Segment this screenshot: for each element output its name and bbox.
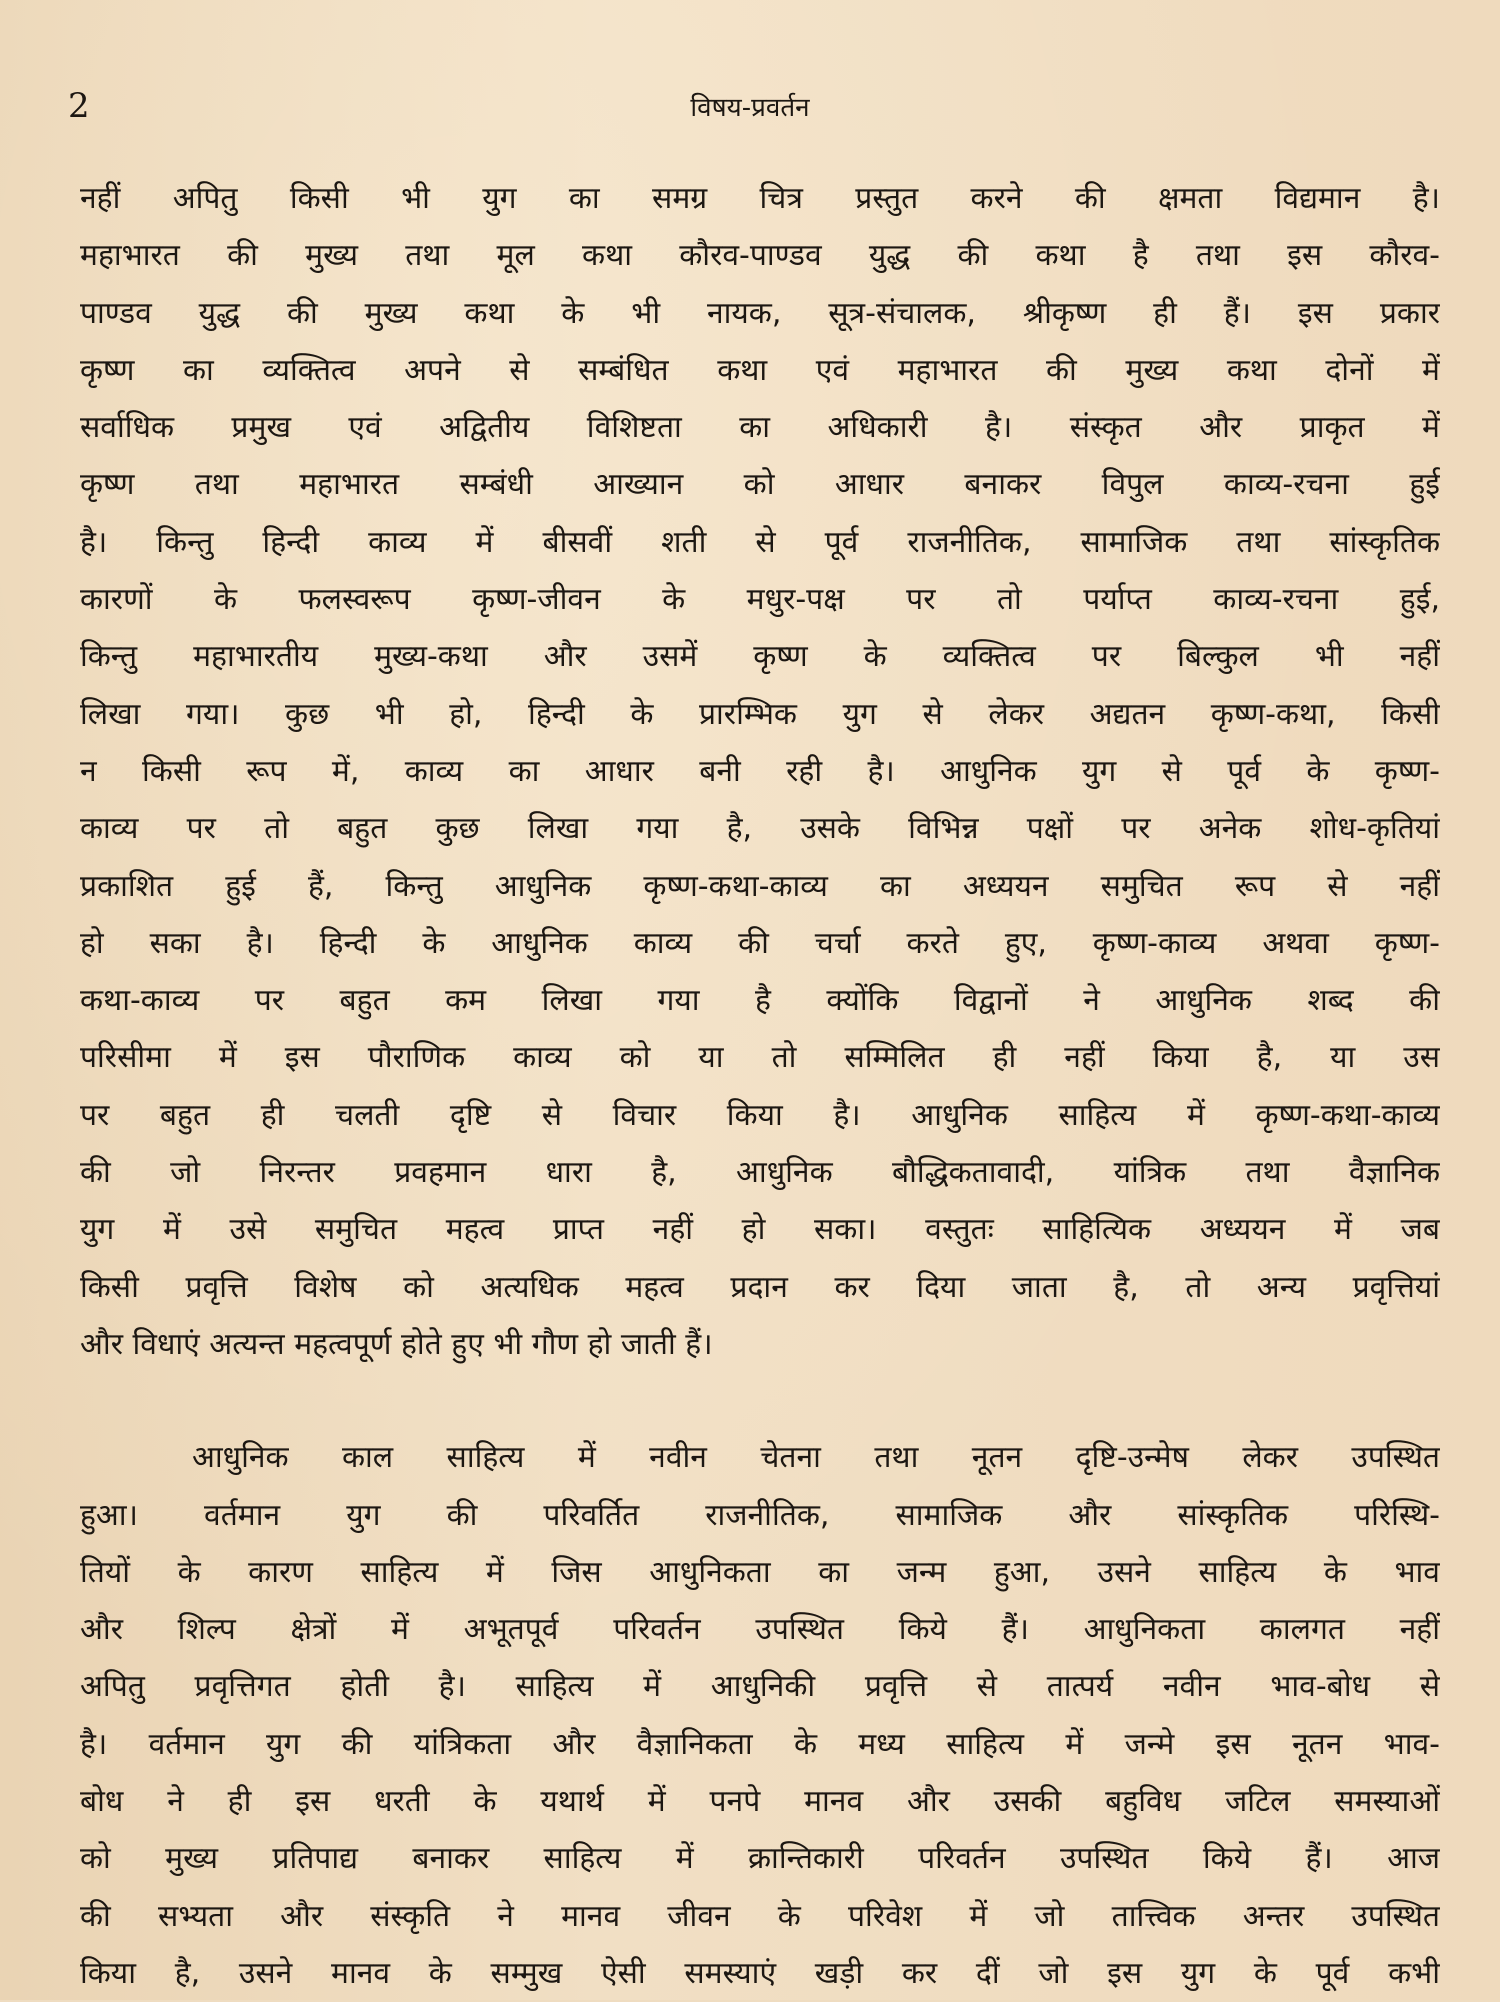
paragraph-gap bbox=[80, 1373, 1440, 1429]
text-line: और विधाएं अत्यन्त महत्वपूर्ण होते हुए भी गौण हो जाती हैं। bbox=[80, 1326, 713, 1362]
text-line: लिखा गया। कुछ भी हो, हिन्दी के प्रारम्भिक युग से लेकर अद्यतन कृष्ण-कथा, किसी bbox=[80, 696, 1440, 732]
text-line: किन्तु महाभारतीय मुख्य-कथा और उसमें कृष्ण के व्यक्तित्व पर बिल्कुल भी नहीं bbox=[80, 639, 1440, 675]
running-head: विषय-प्रवर्तन bbox=[690, 93, 810, 123]
text-line: की जो निरन्तर प्रवहमान धारा है, आधुनिक बौद्धिकतावादी, यांत्रिक तथा वैज्ञानिक bbox=[80, 1155, 1440, 1191]
text-line: पाण्डव युद्ध की मुख्य कथा के भी नायक, सूत्र-संचालक, श्रीकृष्ण ही हैं। इस प्रकार bbox=[80, 295, 1440, 331]
page-number: 2 bbox=[68, 86, 90, 126]
text-line: बोध ने ही इस धरती के यथार्थ में पनपे मानव और उसकी बहुविध जटिल समस्याओं bbox=[80, 1784, 1440, 1820]
text-line: है। किन्तु हिन्दी काव्य में बीसवीं शती से पूर्व राजनीतिक, सामाजिक तथा सांस्कृतिक bbox=[80, 524, 1440, 560]
text-line: कृष्ण का व्यक्तित्व अपने से सम्बंधित कथा एवं महाभारत की मुख्य कथा दोनों में bbox=[80, 352, 1440, 388]
paragraph-2 bbox=[80, 1429, 1440, 2002]
text-line: तियों के कारण साहित्य में जिस आधुनिकता का जन्म हुआ, उसने साहित्य के भाव bbox=[80, 1554, 1440, 1590]
text-line: परिसीमा में इस पौराणिक काव्य को या तो सम्मिलित ही नहीं किया है, या उस bbox=[80, 1040, 1440, 1076]
text-line: कृष्ण तथा महाभारत सम्बंधी आख्यान को आधार बनाकर विपुल काव्य-रचना हुई bbox=[80, 467, 1440, 503]
text-line: नहीं अपितु किसी भी युग का समग्र चित्र प्रस्तुत करने की क्षमता विद्यमान है। bbox=[80, 181, 1440, 216]
text-line: और शिल्प क्षेत्रों में अभूतपूर्व परिवर्तन उपस्थित किये हैं। आधुनिकता कालगत नहीं bbox=[80, 1612, 1440, 1648]
paragraph-1 bbox=[80, 170, 1440, 1373]
body-text bbox=[80, 170, 1440, 2002]
text-line: हुआ। वर्तमान युग की परिवर्तित राजनीतिक, सामाजिक और सांस्कृतिक परिस्थि- bbox=[80, 1497, 1440, 1533]
text-line: किसी प्रवृत्ति विशेष को अत्यधिक महत्व प्रदान कर दिया जाता है, तो अन्य प्रवृत्तियां bbox=[80, 1269, 1440, 1305]
text-line: की सभ्यता और संस्कृति ने मानव जीवन के परिवेश में जो तात्त्विक अन्तर उपस्थित bbox=[80, 1898, 1440, 1934]
text-line: आधुनिक काल साहित्य में नवीन चेतना तथा नूतन दृष्टि-उन्मेष लेकर उपस्थित bbox=[192, 1440, 1440, 1476]
text-line: कथा-काव्य पर बहुत कम लिखा गया है क्योंकि विद्वानों ने आधुनिक शब्द की bbox=[80, 983, 1440, 1019]
text-line: महाभारत की मुख्य तथा मूल कथा कौरव-पाण्डव युद्ध की कथा है तथा इस कौरव- bbox=[80, 238, 1440, 274]
text-line: पर बहुत ही चलती दृष्टि से विचार किया है। आधुनिक साहित्य में कृष्ण-कथा-काव्य bbox=[80, 1097, 1440, 1133]
text-line: प्रकाशित हुई हैं, किन्तु आधुनिक कृष्ण-कथा-काव्य का अध्ययन समुचित रूप से नहीं bbox=[80, 868, 1440, 904]
text-line: अपितु प्रवृत्तिगत होती है। साहित्य में आधुनिकी प्रवृत्ति से तात्पर्य नवीन भाव-बोध से bbox=[80, 1669, 1440, 1705]
text-line: हो सका है। हिन्दी के आधुनिक काव्य की चर्चा करते हुए, कृष्ण-काव्य अथवा कृष्ण- bbox=[80, 925, 1440, 961]
text-line: सर्वाधिक प्रमुख एवं अद्वितीय विशिष्टता का अधिकारी है। संस्कृत और प्राकृत में bbox=[80, 410, 1440, 446]
text-line: युग में उसे समुचित महत्व प्राप्त नहीं हो सका। वस्तुतः साहित्यिक अध्ययन में जब bbox=[80, 1212, 1440, 1248]
text-line: न किसी रूप में, काव्य का आधार बनी रही है। आधुनिक युग से पूर्व के कृष्ण- bbox=[80, 753, 1440, 789]
text-line: को मुख्य प्रतिपाद्य बनाकर साहित्य में क्रान्तिकारी परिवर्तन उपस्थित किये हैं। आज bbox=[80, 1841, 1440, 1877]
text-line: कारणों के फलस्वरूप कृष्ण-जीवन के मधुर-पक्ष पर तो पर्याप्त काव्य-रचना हुई, bbox=[80, 582, 1440, 618]
text-line: है। वर्तमान युग की यांत्रिकता और वैज्ञानिकता के मध्य साहित्य में जन्मे इस नूतन भाव- bbox=[80, 1726, 1440, 1762]
text-line: किया है, उसने मानव के सम्मुख ऐसी समस्याएं खड़ी कर दीं जो इस युग के पूर्व कभी bbox=[80, 1955, 1440, 1991]
text-line: काव्य पर तो बहुत कुछ लिखा गया है, उसके विभिन्न पक्षों पर अनेक शोध-कृतियां bbox=[80, 811, 1440, 847]
